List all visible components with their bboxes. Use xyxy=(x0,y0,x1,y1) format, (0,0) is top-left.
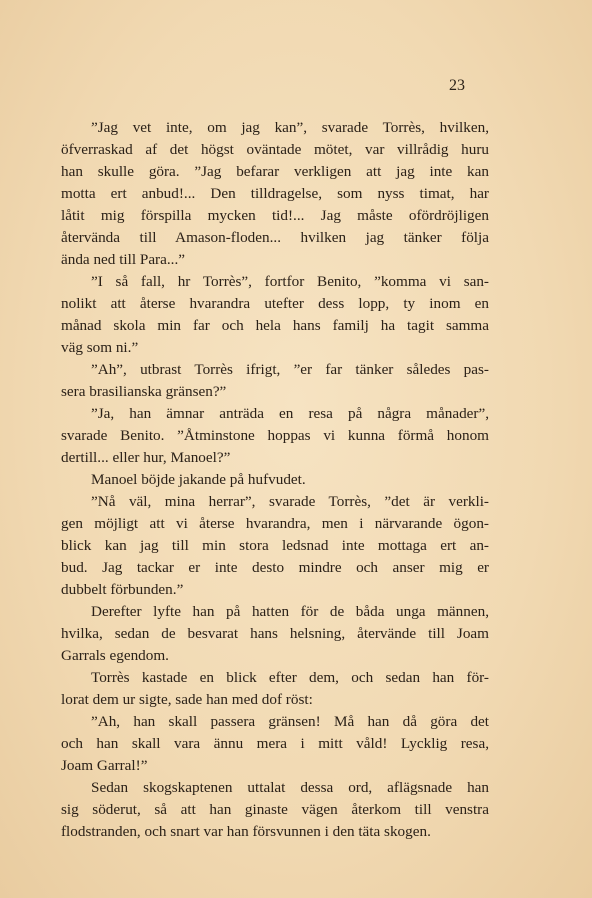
text-line: Derefter lyfte han på hatten för de båda unga männen, xyxy=(91,603,489,620)
text-line: och han skall vara ännu mera i mitt våld! Lycklig resa, xyxy=(61,735,489,752)
text-line: bud. Jag tackar er inte desto mindre och anser mig er xyxy=(61,559,489,576)
text-line: ”I så fall, hr Torrès”, fortfor Benito, ”komma vi san- xyxy=(91,273,489,290)
text-line: han skulle göra. ”Jag befarar verkligen att jag inte kan xyxy=(61,163,489,180)
text-line: ”Ah, han skall passera gränsen! Må han då göra det xyxy=(91,713,489,730)
page-text xyxy=(61,117,489,843)
text-line: ”Jag vet inte, om jag kan”, svarade Torrès, hvilken, xyxy=(91,119,489,136)
text-line: svarade Benito. ”Åtminstone hoppas vi kunna förmå honom xyxy=(61,427,489,444)
text-line: gen möjligt att vi återse hvarandra, men i närvarande ögon- xyxy=(61,515,489,532)
text-line: Torrès kastade en blick efter dem, och sedan han för- xyxy=(91,669,489,686)
text-line: ”Ja, han ämnar anträda en resa på några månader”, xyxy=(91,405,489,422)
text-line: Sedan skogskaptenen uttalat dessa ord, aflägsnade han xyxy=(91,779,489,796)
text-line: ”Nå väl, mina herrar”, svarade Torrès, ”det är verkli- xyxy=(91,493,489,510)
text-line: ”Ah”, utbrast Torrès ifrigt, ”er far tänker således pas- xyxy=(91,361,489,378)
text-line: Manoel böjde jakande på hufvudet. xyxy=(91,471,306,488)
text-line: hvilka, sedan de besvarat hans helsning, återvände till Joam xyxy=(61,625,489,642)
text-line: Garrals egendom. xyxy=(61,647,169,664)
text-line: ända ned till Para...” xyxy=(61,251,185,268)
text-line: dubbelt förbunden.” xyxy=(61,581,184,598)
text-line: Joam Garral!” xyxy=(61,757,148,774)
page-number: 23 xyxy=(449,77,465,94)
text-line: låtit mig förspilla mycken tid!... Jag måste ofördröjligen xyxy=(61,207,489,224)
text-line: öfverraskad af det högst oväntade mötet, var villrådig huru xyxy=(61,141,489,158)
text-line: flodstranden, och snart var han försvunnen i den täta skogen. xyxy=(61,823,431,840)
text-line: lorat dem ur sigte, sade han med dof röst: xyxy=(61,691,313,708)
text-line: dertill... eller hur, Manoel?” xyxy=(61,449,231,466)
text-line: sig söderut, så att han ginaste vägen återkom till venstra xyxy=(61,801,489,818)
text-line: återvända till Amason-floden... hvilken jag tänker följa xyxy=(61,229,489,246)
text-line: nolikt att återse hvarandra utefter dess lopp, ty inom en xyxy=(61,295,489,312)
text-line: väg som ni.” xyxy=(61,339,139,356)
text-line: månad skola min far och hela hans familj ha tagit samma xyxy=(61,317,489,334)
text-line: sera brasilianska gränsen?” xyxy=(61,383,227,400)
text-line: blick kan jag till min stora ledsnad inte mottaga ert an- xyxy=(61,537,489,554)
text-line: motta ert anbud!... Den tilldragelse, som nyss timat, har xyxy=(61,185,489,202)
